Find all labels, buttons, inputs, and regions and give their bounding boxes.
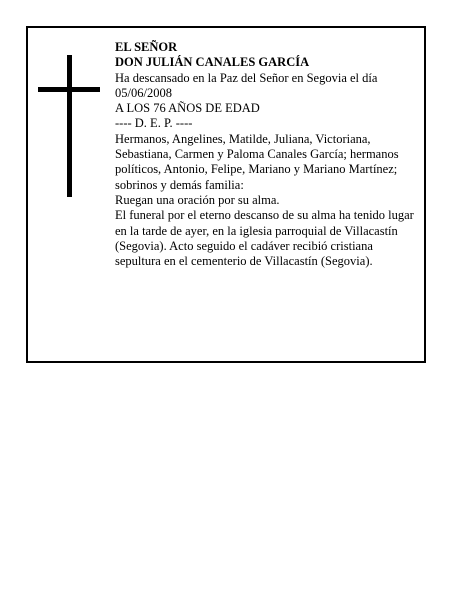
rip-line: ---- D. E. P. ---- xyxy=(115,116,193,131)
deceased-name: DON JULIÁN CANALES GARCÍA xyxy=(115,55,310,70)
heading-title: EL SEÑOR xyxy=(115,40,178,54)
obituary-notice xyxy=(26,26,426,363)
funeral-info: El funeral por el eterno descanso de su alma ha tenido lugar en la tarde de ayer, en la iglesia parroquial de Villacastín (Segovia). Acto seguido el cadáver recibió cristiana sepultura en el cementerio de Villacastín (Segovia). xyxy=(115,208,414,269)
death-statement: Ha descansado en la Paz del Señor en Segovia el día 05/06/2008 xyxy=(115,70,378,100)
cross-icon xyxy=(38,55,100,197)
cross-horizontal-bar xyxy=(38,87,100,92)
prayer-request: Ruegan una oración por su alma. xyxy=(115,192,280,207)
notice-body xyxy=(115,40,415,269)
family-list: Hermanos, Angelines, Matilde, Juliana, Victoriana, Sebastiana, Carmen y Paloma Canales García; hermanos políticos, Antonio, Felipe, Mariano y Mariano Martínez; sobrinos y demás familia: xyxy=(115,131,399,192)
cross-vertical-bar xyxy=(67,55,72,197)
age-statement: A LOS 76 AÑOS DE EDAD xyxy=(115,101,260,116)
